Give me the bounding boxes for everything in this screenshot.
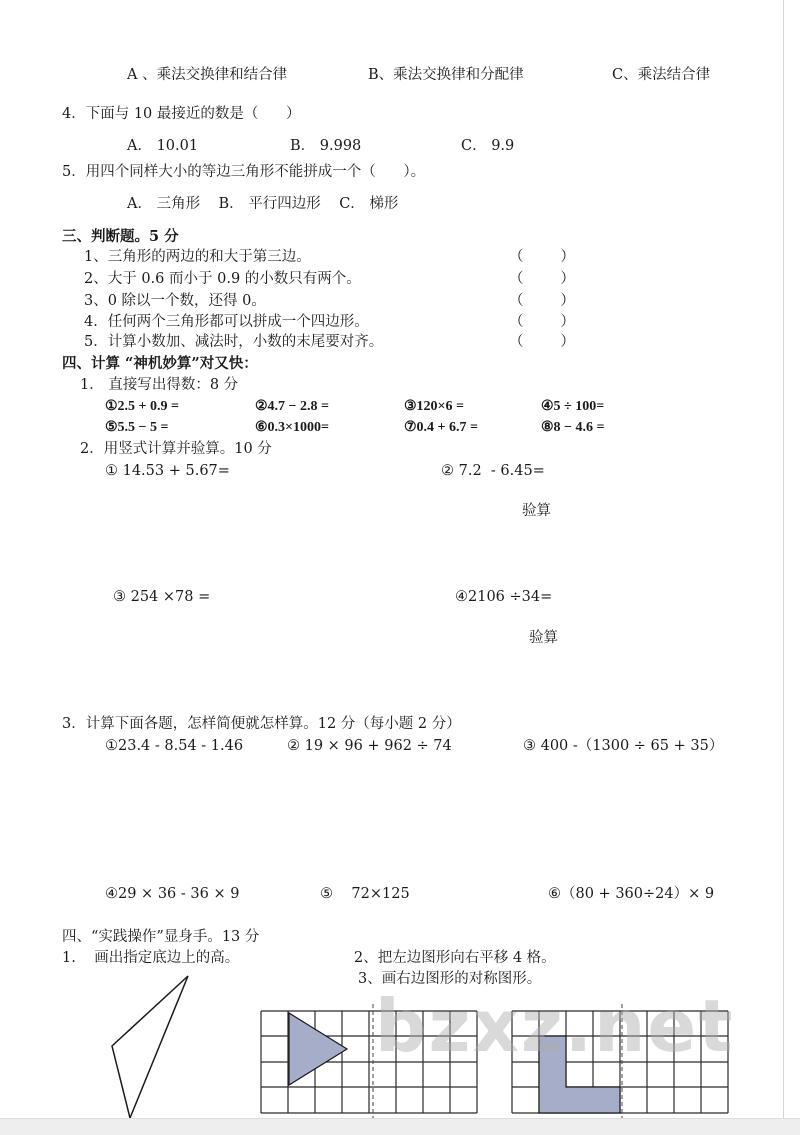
simple-calc-2: ② 19 × 96 + 962 ÷ 74	[287, 738, 452, 754]
tf-item-1: 1、三角形的两边的和大于第三边。	[84, 249, 311, 265]
vertical-calc-2: ② 7.2 - 6.45=	[441, 463, 545, 479]
tf-item-4: 4．任何两个三角形都可以拼成一个四边形。	[84, 314, 369, 330]
simple-calc-3: ③ 400 -（1300 ÷ 65 + 35）	[523, 738, 724, 754]
q3-option-c: C、乘法结合律	[612, 67, 711, 83]
page-edge-right	[783, 0, 784, 1134]
tf-paren-3: （ ）	[509, 293, 575, 309]
triangle-figure	[112, 976, 188, 1118]
direct-calc-2: ②4.7 − 2.8 =	[255, 399, 330, 414]
vertical-calc-3: ③ 254 ×78 =	[113, 589, 211, 605]
vertical-calc-4: ④2106 ÷34=	[455, 589, 553, 605]
translation-shape	[289, 1013, 347, 1085]
vertical-calc-heading: 2．用竖式计算并验算。10 分	[80, 441, 272, 457]
tf-paren-5: （ ）	[509, 334, 575, 350]
practice-q1: 1. 画出指定底边上的高。	[62, 950, 240, 966]
tf-paren-2: （ ）	[509, 271, 575, 287]
direct-calc-5: ⑤5.5 − 5 =	[105, 420, 169, 435]
direct-calc-4: ④5 ÷ 100=	[541, 399, 605, 414]
section5-title: 四、“实践操作”显身手。13 分	[62, 929, 260, 945]
simple-calc-1: ①23.4 - 8.54 - 1.46	[105, 738, 244, 754]
practice-q2: 2、把左边图形向右平移 4 格。	[354, 950, 556, 966]
simple-calc-6: ⑥（80 + 360÷24）× 9	[548, 886, 715, 902]
tf-item-5: 5．计算小数加、减法时，小数的末尾要对齐。	[84, 334, 384, 350]
q4-stem: 4．下面与 10 最接近的数是（ ）	[62, 106, 301, 122]
page-edge-bottom	[0, 1118, 800, 1135]
direct-calc-6: ⑥0.3×1000=	[255, 420, 330, 435]
section3-title: 三、判断题。5 分	[62, 228, 179, 245]
direct-calc-8: ⑧8 − 4.6 =	[541, 420, 605, 435]
watermark: bzxz.net	[375, 984, 735, 1068]
check-label-1: 验算	[522, 503, 551, 519]
q3-option-a: A 、乘法交换律和结合律	[127, 67, 288, 83]
direct-calc-7: ⑦0.4 + 6.7 =	[404, 420, 479, 435]
simple-calc-5: ⑤ 72×125	[320, 886, 410, 902]
tf-paren-1: （ ）	[509, 249, 575, 265]
q4-option-b: B． 9.998	[290, 138, 362, 154]
section4-title: 四、计算 “神机妙算”对又快：	[62, 355, 258, 372]
q4-option-c: C． 9.9	[461, 138, 515, 154]
tf-item-3: 3、0 除以一个数，还得 0。	[84, 293, 266, 309]
practice-q3: 3、画右边图形的对称图形。	[358, 971, 542, 987]
tf-paren-4: （ ）	[509, 314, 575, 330]
simple-calc-4: ④29 × 36 - 36 × 9	[105, 886, 240, 902]
direct-calc-1: ①2.5 + 0.9 =	[105, 399, 180, 414]
direct-calc-heading: 1． 直接写出得数：8 分	[80, 377, 239, 393]
q5-options: A． 三角形 B． 平行四边形 C． 梯形	[127, 196, 399, 212]
q4-option-a: A． 10.01	[127, 138, 199, 154]
q3-option-b: B、乘法交换律和分配律	[368, 67, 524, 83]
tf-item-2: 2、大于 0.6 而小于 0.9 的小数只有两个。	[84, 271, 361, 287]
simple-calc-heading: 3．计算下面各题，怎样简便就怎样算。12 分（每小题 2 分）	[62, 716, 461, 732]
q5-stem: 5．用四个同样大小的等边三角形不能拼成一个（ ）。	[62, 164, 426, 180]
direct-calc-3: ③120×6 =	[404, 399, 465, 414]
check-label-2: 验算	[529, 630, 558, 646]
vertical-calc-1: ① 14.53 + 5.67=	[105, 463, 230, 479]
